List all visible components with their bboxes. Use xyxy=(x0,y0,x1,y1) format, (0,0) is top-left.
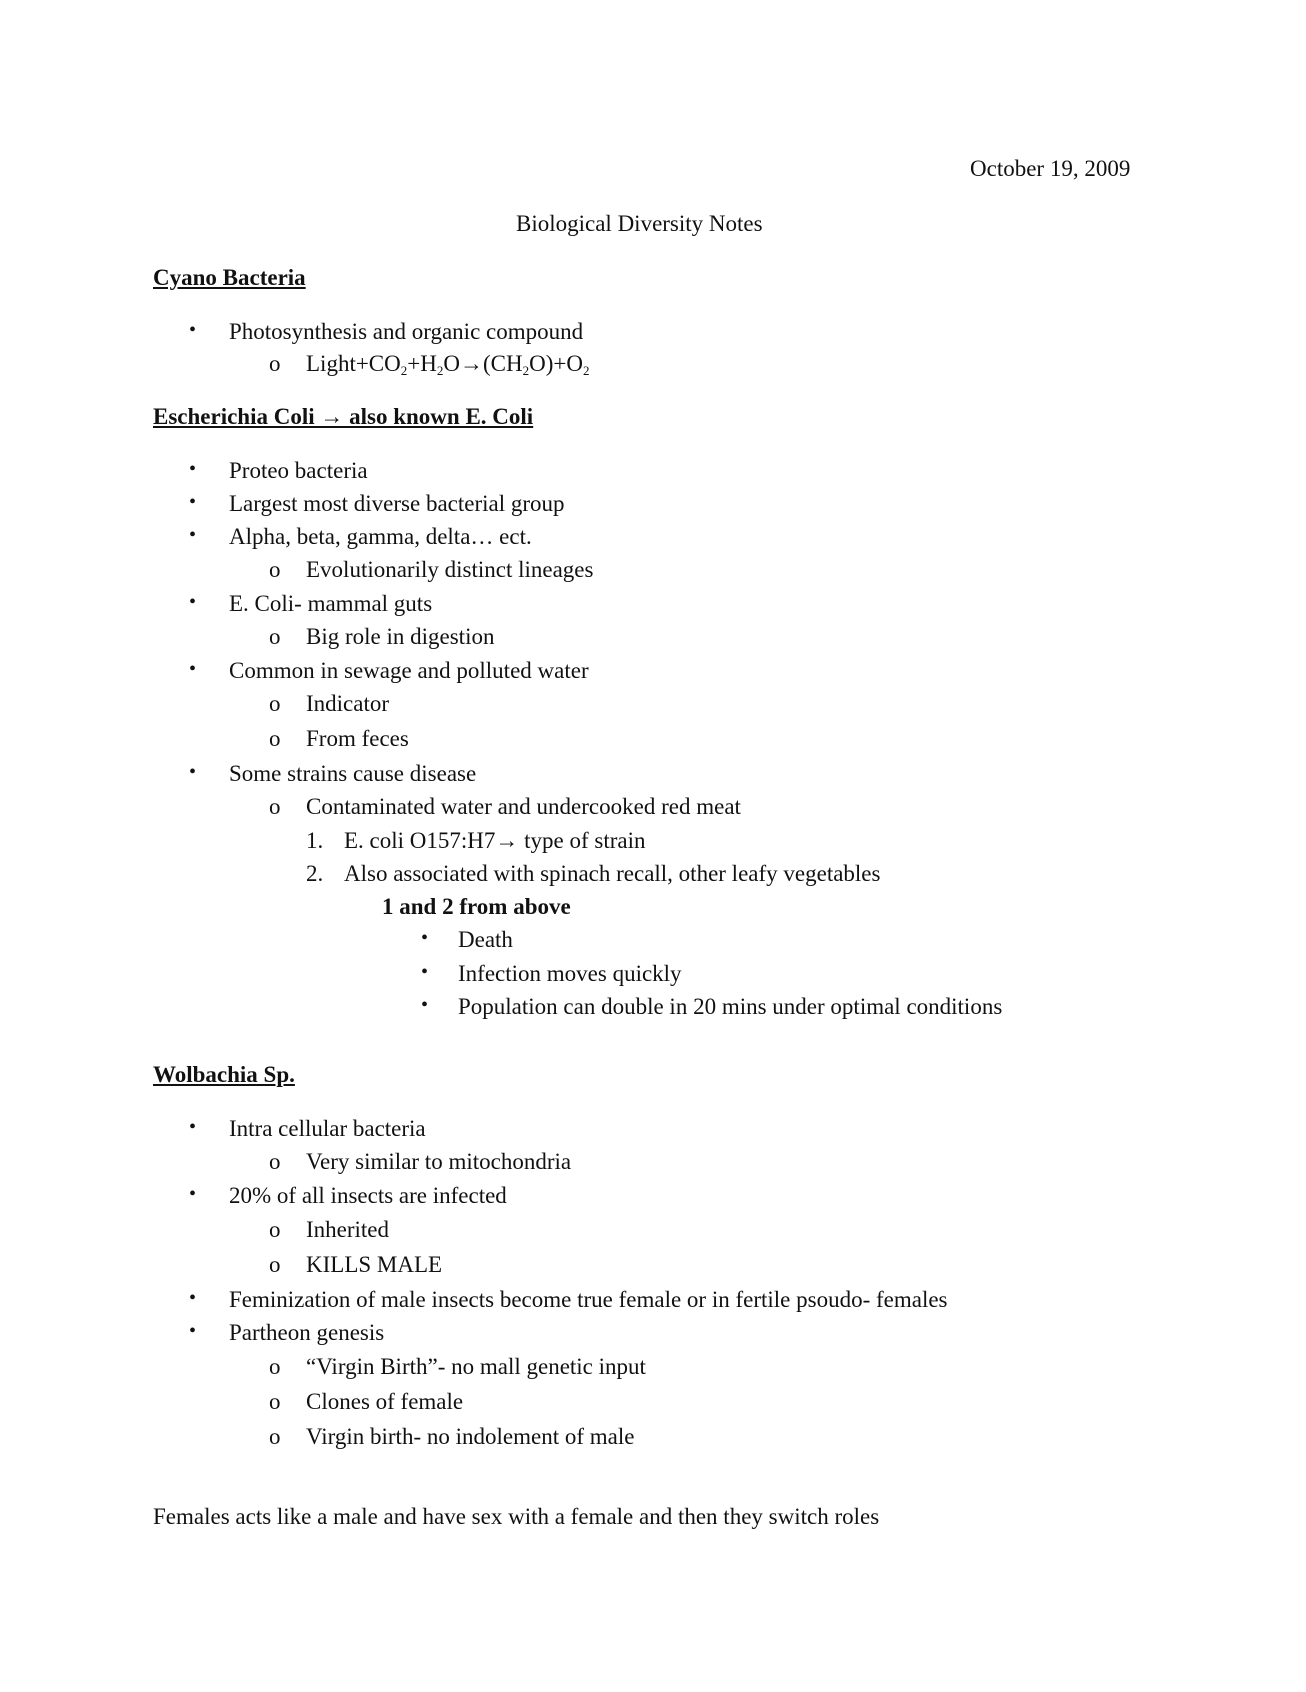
bullet-marker: • xyxy=(189,761,197,783)
list-subitem xyxy=(0,1390,1306,1420)
sub-marker: o xyxy=(269,1424,281,1449)
list-item xyxy=(0,525,1306,555)
list-item xyxy=(0,1321,1306,1351)
list-item-text: Partheon genesis xyxy=(229,1320,385,1345)
numbered-item xyxy=(0,862,1306,892)
list-item-text: Feminization of male insects become true female or in fertile psoudo- females xyxy=(229,1287,948,1312)
list-item xyxy=(0,459,1306,489)
list-subitem-text: Evolutionarily distinct lineages xyxy=(306,557,594,582)
list-subitem-text: From feces xyxy=(306,726,409,751)
bullet-marker: • xyxy=(189,591,197,613)
list-subitem-text: Virgin birth- no indolement of male xyxy=(306,1424,635,1449)
numbered-item-text: Also associated with spinach recall, other leafy vegetables xyxy=(344,861,881,886)
list-item-text: E. Coli- mammal guts xyxy=(229,591,433,616)
sub-marker: o xyxy=(269,624,281,649)
list-subitem xyxy=(0,1355,1306,1385)
list-subitem-text: Very similar to mitochondria xyxy=(306,1149,572,1174)
list-subitem xyxy=(0,625,1306,655)
bullet-marker: • xyxy=(421,961,429,983)
section-heading-wolbachia: Wolbachia Sp. xyxy=(153,1062,295,1087)
list-item-text: 20% of all insects are infected xyxy=(229,1183,507,1208)
list-subitem-text: KILLS MALE xyxy=(306,1252,443,1277)
list-item xyxy=(0,1117,1306,1147)
list-item xyxy=(0,762,1306,792)
document-title: Biological Diversity Notes xyxy=(516,211,763,236)
item-number: 2. xyxy=(306,861,324,886)
list-item xyxy=(0,995,1306,1025)
list-item xyxy=(0,1184,1306,1214)
list-subitem xyxy=(0,692,1306,722)
bullet-marker: • xyxy=(189,491,197,513)
list-item-text: Common in sewage and polluted water xyxy=(229,658,589,683)
bullet-marker: • xyxy=(421,994,429,1016)
list-item xyxy=(0,320,1306,350)
list-item xyxy=(0,928,1306,958)
closing-paragraph: Females acts like a male and have sex with a female and then they switch roles xyxy=(153,1504,880,1529)
bullet-marker: • xyxy=(189,1320,197,1342)
list-item-text: Photosynthesis and organic compound xyxy=(229,319,584,344)
bullet-marker: • xyxy=(189,1183,197,1205)
subheading-from-above xyxy=(0,895,1306,925)
list-subitem xyxy=(0,727,1306,757)
list-subitem xyxy=(0,1150,1306,1180)
list-item xyxy=(0,962,1306,992)
list-item-text: Infection moves quickly xyxy=(458,961,682,986)
bullet-marker: • xyxy=(189,1287,197,1309)
numbered-item xyxy=(0,829,1306,859)
sub-marker: o xyxy=(269,691,281,716)
bullet-marker: • xyxy=(189,319,197,341)
list-subitem xyxy=(0,795,1306,825)
from-above-label: 1 and 2 from above xyxy=(382,894,571,919)
photosynthesis-equation: $Light+CO_2+H_2O\to(CH_2O)+O_2$ xyxy=(306,351,590,378)
list-subitem xyxy=(0,558,1306,588)
list-item xyxy=(0,592,1306,622)
list-subitem-text: Clones of female xyxy=(306,1389,464,1414)
list-subitem xyxy=(0,1253,1306,1283)
document-date: October 19, 2009 xyxy=(970,156,1131,181)
numbered-item-text: E. coli O157:H7→ type of strain xyxy=(344,828,646,853)
list-item xyxy=(0,659,1306,689)
item-number: 1. xyxy=(306,828,324,853)
list-subitem xyxy=(0,1425,1306,1455)
bullet-marker: • xyxy=(421,927,429,949)
list-item-text: Proteo bacteria xyxy=(229,458,368,483)
list-subitem-text: Big role in digestion xyxy=(306,624,495,649)
bullet-marker: • xyxy=(189,458,197,480)
list-item-text: Population can double in 20 mins under optimal conditions xyxy=(458,994,1003,1019)
list-item xyxy=(0,492,1306,522)
section-heading-cyano: Cyano Bacteria xyxy=(153,265,306,290)
list-subitem-text: “Virgin Birth”- no mall genetic input xyxy=(306,1354,646,1379)
section-heading-ecoli: Escherichia Coli → also known E. Coli xyxy=(153,404,534,429)
list-subitem-text: Indicator xyxy=(306,691,390,716)
sub-marker: o xyxy=(269,1252,281,1277)
list-item-text: Intra cellular bacteria xyxy=(229,1116,426,1141)
sub-marker: o xyxy=(269,1389,281,1414)
list-subitem-text: Inherited xyxy=(306,1217,390,1242)
sub-marker: o xyxy=(269,1354,281,1379)
list-item-text: Death xyxy=(458,927,513,952)
list-item-text: Alpha, beta, gamma, delta… ect. xyxy=(229,524,532,549)
sub-marker: o xyxy=(269,794,281,819)
list-subitem xyxy=(0,352,1306,382)
sub-marker: o xyxy=(269,1149,281,1174)
sub-marker: o xyxy=(269,1217,281,1242)
list-item-text: Largest most diverse bacterial group xyxy=(229,491,565,516)
sub-marker: o xyxy=(269,557,281,582)
bullet-marker: • xyxy=(189,524,197,546)
list-item xyxy=(0,1288,1306,1318)
bullet-marker: • xyxy=(189,658,197,680)
list-item-text: Some strains cause disease xyxy=(229,761,477,786)
list-subitem xyxy=(0,1218,1306,1248)
sub-marker: o xyxy=(269,351,281,376)
bullet-marker: • xyxy=(189,1116,197,1138)
list-subitem-text: Contaminated water and undercooked red meat xyxy=(306,794,741,819)
sub-marker: o xyxy=(269,726,281,751)
